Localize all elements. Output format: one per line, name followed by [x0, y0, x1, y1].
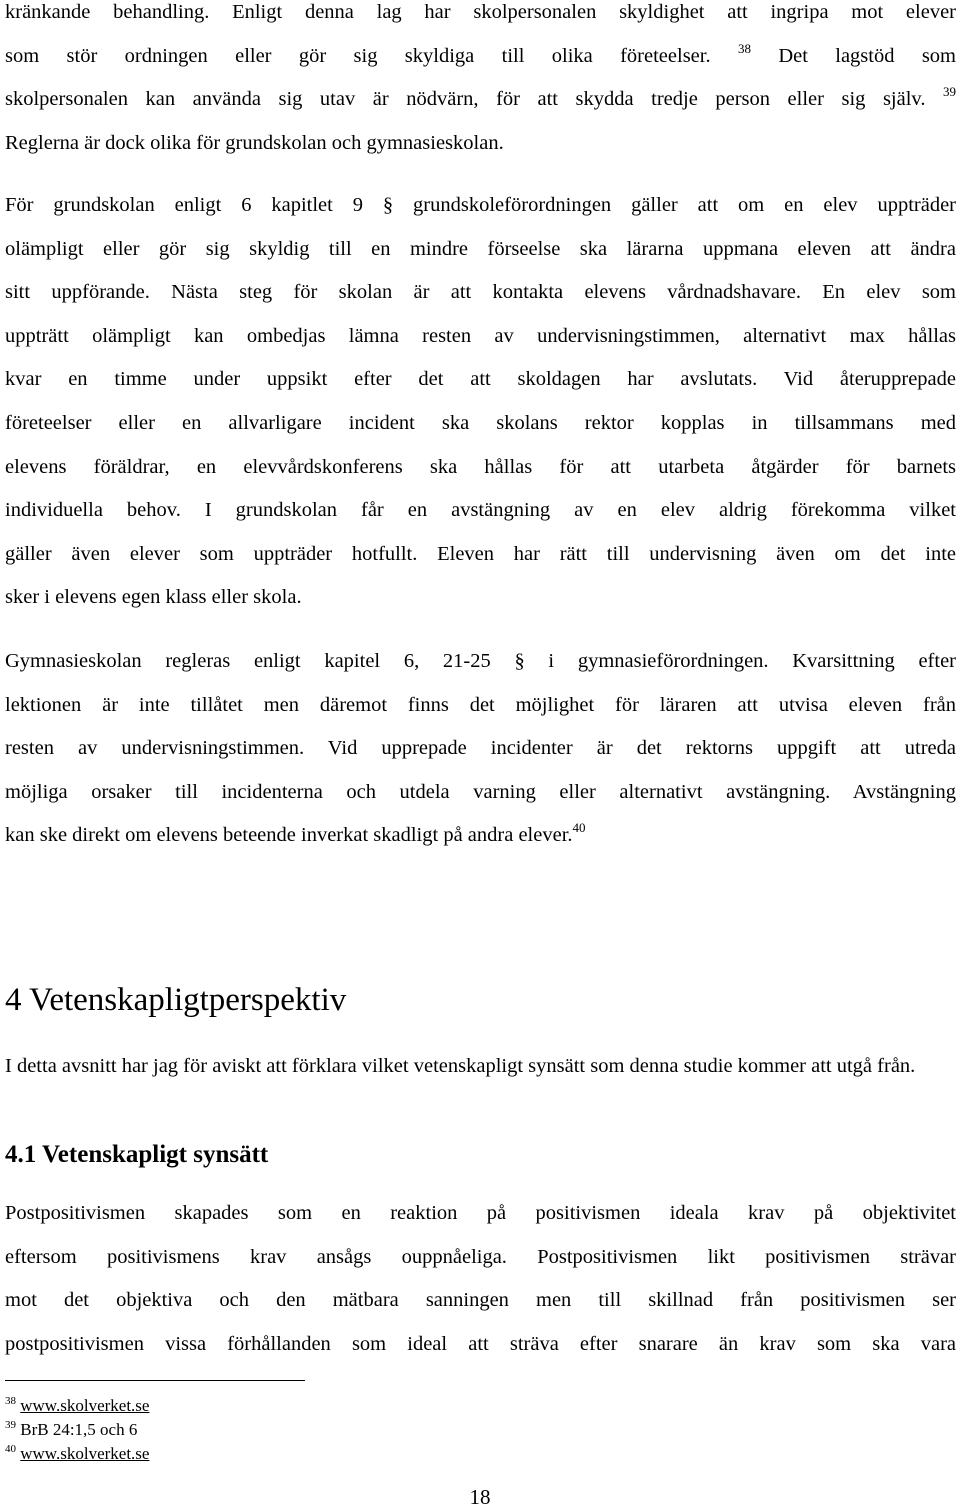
- section-heading: 4 Vetenskapligtperspektiv: [5, 982, 347, 1018]
- text-line: individuella behov. I grundskolan får en avstängning av en elev aldrig förekomma vilket: [5, 499, 956, 522]
- subsection-heading: 4.1 Vetenskapligt synsätt: [5, 1141, 269, 1168]
- text-line: postpositivismen vissa förhållanden som ideal att sträva efter snarare än krav som ska vara: [5, 1332, 956, 1355]
- footnote-number: 40: [5, 1443, 16, 1455]
- section-intro: I detta avsnitt har jag för aviskt att förklara vilket vetenskapligt synsätt som denna studie kommer att utgå från.: [5, 1055, 916, 1077]
- text-line: [5, 814, 956, 858]
- text-segment: Det lagstöd som: [778, 44, 957, 67]
- paragraph-postpositivism: [5, 1192, 956, 1366]
- text-line: kvar en timme under uppsikt efter det att skoldagen har avslutats. Vid återupprepade: [5, 368, 956, 391]
- text-line: uppträtt olämpligt kan ombedjas lämna resten av undervisningstimmen, alternativt max hållas: [5, 324, 956, 347]
- text-line: möjliga orsaker till incidenterna och utdela varning eller alternativt avstängning. Avstängning: [5, 780, 956, 803]
- page-number: 18: [469, 1485, 491, 1509]
- text-line: [5, 35, 956, 79]
- footnote-link[interactable]: www.skolverket.se: [20, 1396, 150, 1415]
- text-segment: skolpersonalen kan använda sig utav är nödvärn, för att skydda tredje person eller sig själv.: [5, 88, 926, 111]
- footnote-link[interactable]: www.skolverket.se: [20, 1444, 150, 1463]
- footnote-ref-38: 38: [737, 40, 751, 56]
- text-segment: kan ske direkt om elevens beteende inverkat skadligt på andra elever.: [5, 824, 573, 847]
- footnote-40: [5, 1442, 149, 1466]
- text-line: elevens föräldrar, en elevvårdskonferens ska hållas för att utarbeta åtgärder för barnets: [5, 455, 956, 478]
- text-line: sker i elevens egen klass eller skola.: [5, 586, 302, 609]
- text-line: olämpligt eller gör sig skyldig till en mindre förseelse ska lärarna uppmana eleven att ändra: [5, 237, 956, 260]
- paragraph-grundskolan: [5, 184, 956, 620]
- text-line: eftersom positivismens krav ansågs ouppnåeliga. Postpositivismen likt positivismen strävar: [5, 1245, 956, 1268]
- text-line: [5, 78, 956, 122]
- text-line: Reglerna är dock olika för grundskolan och gymnasieskolan.: [5, 131, 504, 154]
- text-segment: som stör ordningen eller gör sig skyldiga till olika företeelser.: [5, 44, 711, 67]
- text-line: gäller även elever som uppträder hotfullt. Eleven har rätt till undervisning även om det inte: [5, 542, 956, 565]
- text-line: sitt uppförande. Nästa steg för skolan är att kontakta elevens vårdnadshavare. En elev som: [5, 281, 956, 304]
- footnote-number: 38: [5, 1395, 16, 1407]
- text-line: Postpositivismen skapades som en reaktion på positivismen ideala krav på objektivitet: [5, 1202, 956, 1224]
- footnote-separator: [5, 1380, 305, 1381]
- text-line: företeelser eller en allvarligare incident ska skolans rektor kopplas in tillsammans med: [5, 411, 956, 434]
- footnote-39: [5, 1418, 137, 1442]
- text-line: kränkande behandling. Enligt denna lag har skolpersonalen skyldighet att ingripa mot elever: [5, 1, 956, 23]
- footnote-ref-39: 39: [943, 84, 957, 100]
- footnote-ref-40: 40: [572, 820, 586, 836]
- text-line: Gymnasieskolan regleras enligt kapitel 6, 21-25 § i gymnasieförordningen. Kvarsittning efter: [5, 650, 956, 672]
- text-line: mot det objektiva och den mätbara sanningen men till skillnad från positivismen ser: [5, 1289, 956, 1312]
- text-line: För grundskolan enligt 6 kapitlet 9 § grundskoleförordningen gäller att om en elev uppträder: [5, 194, 956, 216]
- paragraph-gymnasieskolan: [5, 640, 956, 858]
- footnote-text: BrB 24:1,5 och 6: [20, 1420, 138, 1439]
- paragraph-continued: [5, 0, 956, 165]
- footnote-38: [5, 1394, 149, 1418]
- text-line: lektionen är inte tillåtet men däremot finns det möjlighet för läraren att utvisa eleven från: [5, 693, 956, 716]
- footnote-number: 39: [5, 1419, 16, 1431]
- text-line: resten av undervisningstimmen. Vid upprepade incidenter är det rektorns uppgift att utreda: [5, 737, 956, 760]
